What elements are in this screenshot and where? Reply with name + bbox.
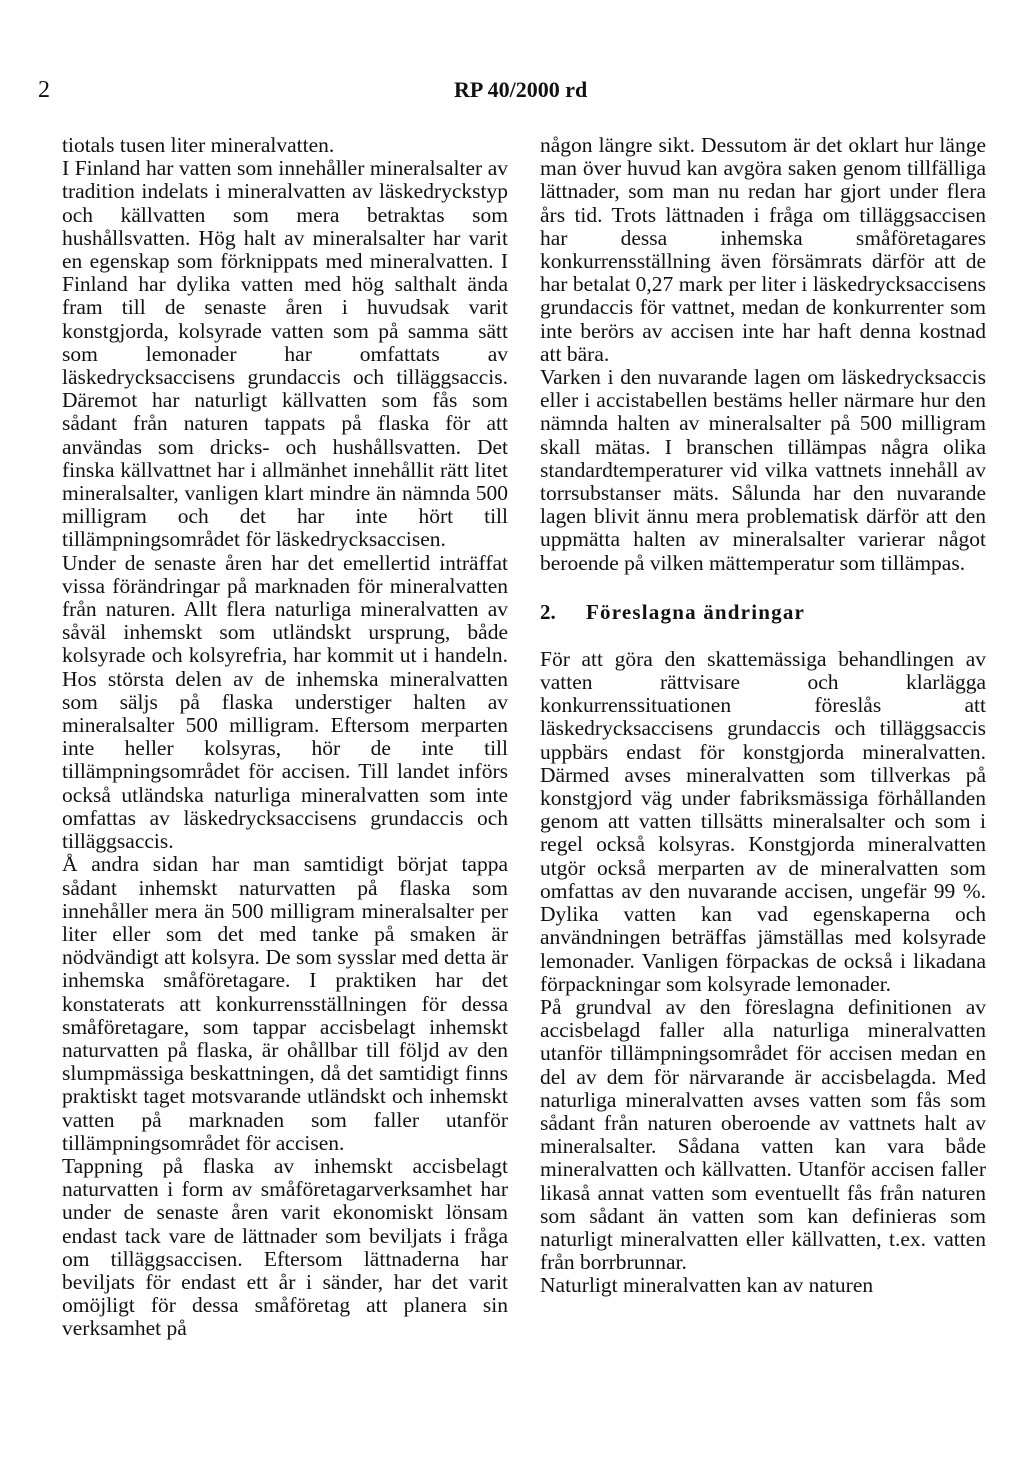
body-paragraph: någon längre sikt. Dessutom är det oklart hur länge man över huvud kan avgöra saken genom tillfälliga lättnader, som man nu redan har gjort under flera års tid. Trots lättnaden i fråga om tilläggsaccisen har dessa inhemska småföretagares konkurrensställning även försämrats därför att de har betalat 0,27 mark per liter i läskedrycksaccisens grundaccis för vattnet, medan de konkurrenter som inte berörs av accisen inte har haft denna kostnad att bära. [540,133,986,366]
body-paragraph: Å andra sidan har man samtidigt börjat tappa sådant inhemskt naturvatten på flaska som innehåller mera än 500 milligram mineralsalter per liter eller som det med tanke på smaken är nödvändigt att kolsyra. De som sysslar med detta är inhemska småföretagare. I praktiken har det konstaterats att konkurrensställningen för dessa småföretagare, som tappar accisbelagt inhemskt naturvatten på flaska, är ohållbar till följd av den slumpmässiga beskattningen, då det samtidigt finns praktiskt taget motsvarande utländskt och inhemskt vatten på marknaden som faller utanför tillämpningsområdet för accisen. [62,852,508,1155]
left-column [62,134,508,1341]
body-paragraph: På grundval av den föreslagna definitionen av accisbelagd faller alla naturliga mineralvatten utanför tillämpningsområdet för accisen medan en del av dem för närvarande är accisbelagda. Med naturliga mineralvatten avses vatten som fås som sådant från naturen oberoende av vattnets halt av mineralsalter. Sådana vatten kan vara både mineralvatten och källvatten. Utanför accisen faller likaså annat vatten som eventuellt fås från naturen som sådant än vatten som kan definieras som naturligt mineralvatten eller källvatten, t.ex. vatten från borrbrunnar. [540,994,986,1275]
section-title: Föreslagna ändringar [586,599,806,624]
body-paragraph: Under de senaste åren har det emellertid inträffat vissa förändringar på marknaden för mineralvatten från naturen. Allt flera naturliga mineralvatten av såväl inhemskt som utländskt ursprung, både kolsyrade och kolsyrefria, har kommit ut i handeln. Hos största delen av de inhemska mineralvatten som säljs på flaska understiger halten av mineralsalter 500 milligram. Eftersom merparten inte heller kolsyras, hör de inte till tillämpningsområdet för accisen. Till landet införs också utländska naturliga mineralvatten som inte omfattas av läskedrycksaccisens grundaccis och tilläggsaccis. [62,550,508,854]
page-number: 2 [38,77,50,103]
body-paragraph: Naturligt mineralvatten kan av naturen [540,1273,874,1298]
right-column [540,134,986,1298]
running-header: RP 40/2000 rd [454,77,588,102]
section-heading [540,601,986,624]
body-paragraph: I Finland har vatten som innehåller mineralsalter av tradition indelats i mineralvatten av läskedryckstyp och källvatten som mera betraktas som hushållsvatten. Hög halt av mineralsalter har varit en egenskap som förknippats med mineralvatten. I Finland har dylika vatten med hög salthalt ända fram till de senaste åren i huvudsak varit konstgjorda, kolsyrade vatten som på samma sätt som lemonader har omfattats av läskedrycksaccisens grundaccis och tilläggsaccis. Däremot har naturligt källvatten som fås som sådant från naturen tappats på flaska för att användas som dricks- och hushållsvatten. Det finska källvattnet har i allmänhet innehållit rätt litet mineralsalter, vanligen klart mindre än nämnda 500 milligram och det har inte hört till tillämpningsområdet för läskedrycksaccisen. [62,156,508,552]
body-paragraph: Varken i den nuvarande lagen om läskedrycksaccis eller i accistabellen bestäms heller närmare hur den nämnda halten av mineralsalter på 500 milligram skall mätas. I branschen tillämpas några olika standardtemperaturer vid vilka vattnets innehåll av torrsubstanser mäts. Sålunda har den nuvarande lagen blivit ännu mera problematisk därför att den uppmätta halten av mineralsalter varierar något beroende på vilken mättemperatur som tillämpas. [540,365,986,575]
body-paragraph: För att göra den skattemässiga behandlingen av vatten rättvisare och klarlägga konkurrenssituationen föreslås att läskedrycksaccisens grundaccis och tilläggsaccis uppbärs endast för konstgjorda mineralvatten. Därmed avses mineralvatten som tillverkas på konstgjord väg under fabriksmässiga förhållanden genom att vatten tillsätts mineralsalter och som i regel också kolsyras. Konstgjorda mineralvatten utgör också merparten av de mineralvatten som omfattas av den nuvarande accisen, ungefär 99 %. Dylika vatten kan vad egenskaperna och användningen beträffas jämställas med kolsyrade lemonader. Vanligen förpackas de också i likadana förpackningar som kolsyrade lemonader. [540,646,986,996]
body-paragraph: Tappning på flaska av inhemskt accisbelagt naturvatten i form av småföretagarverksamhet har under de senaste åren varit ekonomiskt lönsam endast tack vare de lättnader som beviljats i fråga om tilläggsaccisen. Eftersom lättnaderna har beviljats för endast ett år i sänder, har det varit omöjligt för dessa småföretag att planera sin verksamhet på [62,1153,508,1341]
section-number: 2. [540,599,556,624]
body-paragraph: tiotals tusen liter mineralvatten. [62,133,335,157]
